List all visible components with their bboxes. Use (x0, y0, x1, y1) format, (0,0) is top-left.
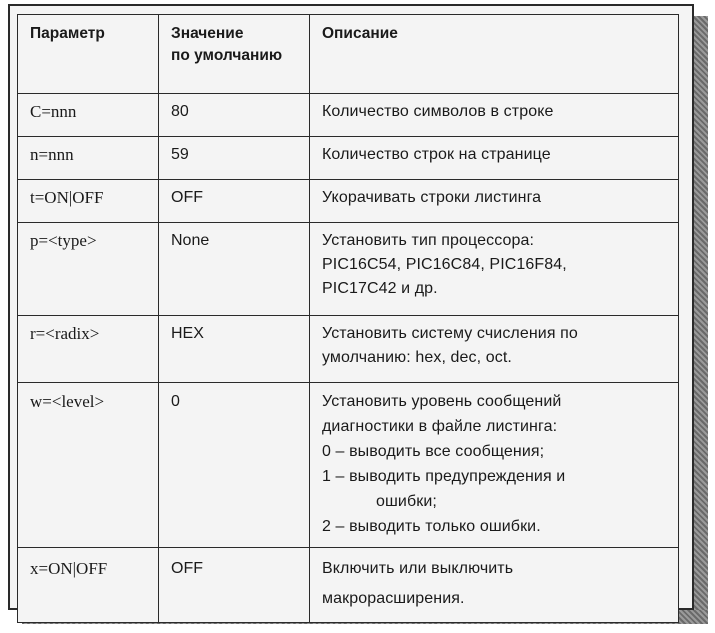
description-cell: Количество строк на странице (310, 137, 679, 180)
parameters-table (17, 14, 679, 623)
table-row (18, 548, 679, 623)
table-row (18, 223, 679, 316)
default-cell: None (159, 223, 310, 316)
description-cell: Укорачивать строки листинга (310, 180, 679, 223)
default-cell: HEX (159, 316, 310, 383)
param-cell: C=nnn (18, 94, 159, 137)
description-cell: Установить систему счисления по умолчанию: hex, dec, oct. (310, 316, 679, 383)
table-row (18, 316, 679, 383)
description-cell: Установить тип процессора: PIC16C54, PIC16C84, PIC16F84, PIC17C42 и др. (310, 223, 679, 316)
param-cell: r=<radix> (18, 316, 159, 383)
default-cell: 80 (159, 94, 310, 137)
param-cell: t=ON|OFF (18, 180, 159, 223)
param-cell: x=ON|OFF (18, 548, 159, 623)
param-cell: w=<level> (18, 383, 159, 548)
header-description: Описание (310, 15, 679, 94)
table-header-row (18, 15, 679, 94)
header-default: Значение по умолчанию (159, 15, 310, 94)
param-cell: p=<type> (18, 223, 159, 316)
frame-shadow-right (694, 16, 708, 624)
param-cell: n=nnn (18, 137, 159, 180)
description-cell: Включить или выключить макрорасширения. (310, 548, 679, 623)
table-row (18, 94, 679, 137)
description-cell: Количество символов в строке (310, 94, 679, 137)
table-row (18, 383, 679, 548)
default-cell: OFF (159, 180, 310, 223)
header-param: Параметр (18, 15, 159, 94)
description-cell: Установить уровень сообщений диагностики в файле листинга: 0 – выводить все сообщения; 1 – выводить предупреждения и ошибки; 2 – выводить только ошибки. (310, 383, 679, 548)
default-cell: 59 (159, 137, 310, 180)
table-row (18, 180, 679, 223)
table-row (18, 137, 679, 180)
default-cell: OFF (159, 548, 310, 623)
default-cell: 0 (159, 383, 310, 548)
